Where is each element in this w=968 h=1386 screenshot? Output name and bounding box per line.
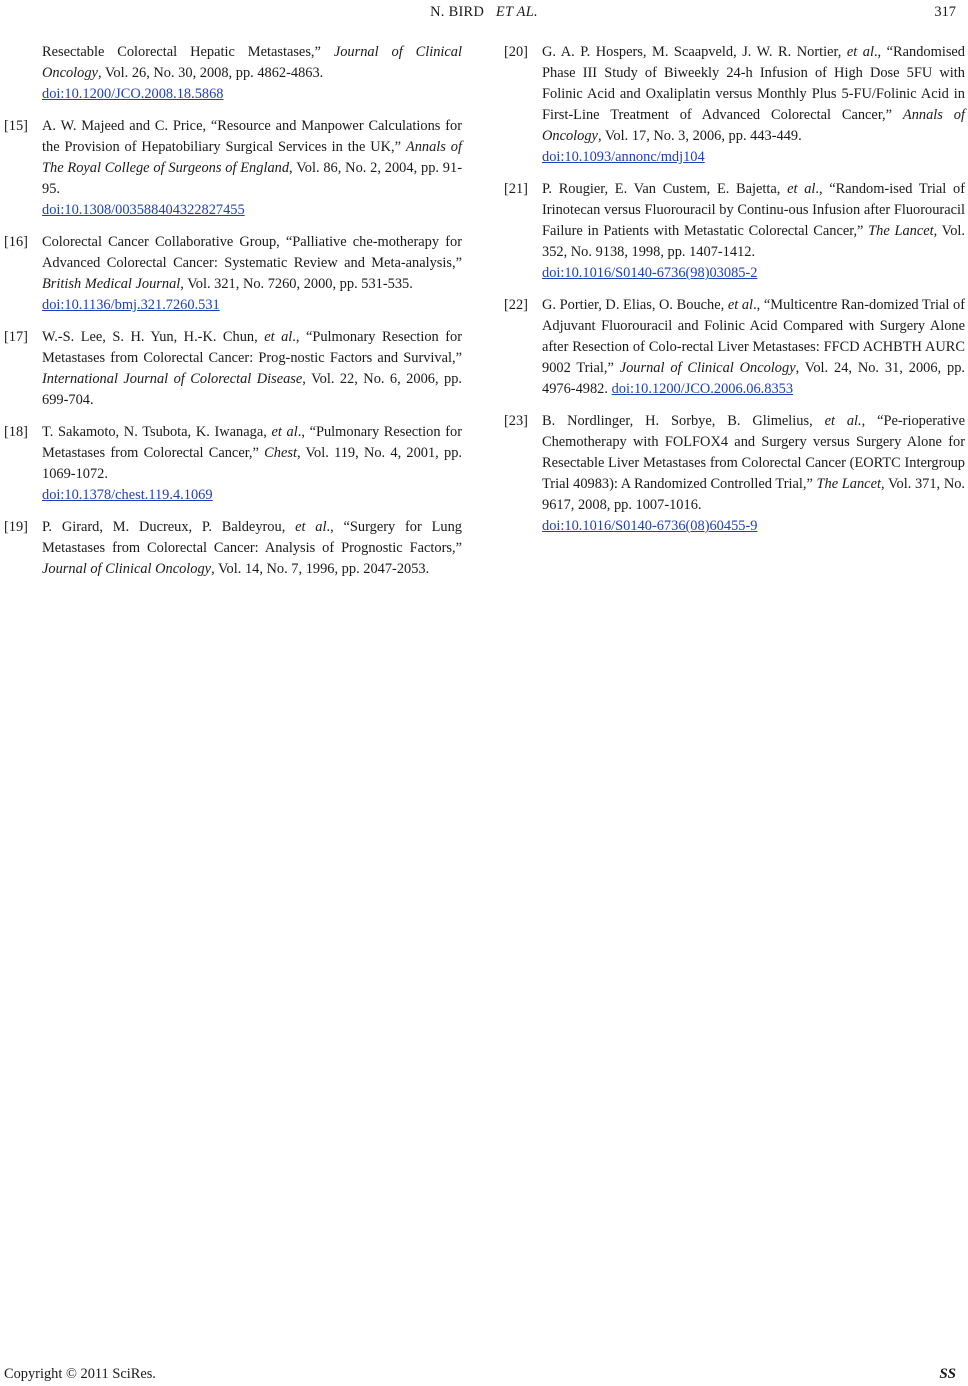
doi-link[interactable]: doi:10.1136/bmj.321.7260.531 [42, 297, 220, 313]
journal-title: Journal of Clinical Oncology [42, 561, 212, 577]
journal-title: The Lancet [868, 223, 934, 239]
reference-19: [19] P. Girard, M. Ducreux, P. Baldeyrou, et al., “Surgery for Lung Metastases from Colorectal Cancer: Analysis of Prognostic Factors,” Journal of Clinical Oncology, Vol. 14, No. 7, 1996, pp. 2047-2053. [4, 519, 462, 577]
page-header [0, 0, 968, 24]
reference-23: [23] B. Nordlinger, H. Sorbye, B. Glimelius, et al., “Pe-rioperative Chemotherapy with FOLFOX4 and Surgery versus Surgery Alone for Resectable Liver Metastases from Colorectal Cancer (EORTC Intergroup Trial 40983): A Randomized Controlled Trial,” The Lancet, Vol. 371, No. 9617, 2008, pp. 1007-1016. doi:10.1016/S0140-6736(08)60455-9 [504, 413, 966, 534]
doi-link[interactable]: doi:10.1093/annonc/mdj104 [542, 149, 705, 165]
running-head-author-names: N. BIRD [430, 4, 485, 20]
reference-16: [16] Colorectal Cancer Collaborative Group, “Palliative che-motherapy for Advanced Colorectal Cancer: Systematic Review and Meta-analysis,” British Medical Journal, Vol. 321, No. 7260, 2000, pp. 531-535. doi:10.1136/bmj.321.7260.531 [4, 234, 462, 313]
reference-number: [15] [4, 118, 28, 134]
running-head-etal: ET AL. [495, 4, 538, 20]
reference-continuation: Resectable Colorectal Hepatic Metastases,” Journal of Clinical Oncology, Vol. 26, No. 30, 2008, pp. 4862-4863. doi:10.1200/JCO.2008.18.5868 [42, 44, 462, 102]
journal-title: Journal of Clinical Oncology [619, 360, 796, 376]
doi-link[interactable]: doi:10.1200/JCO.2008.18.5868 [42, 86, 224, 102]
reference-number: [22] [504, 297, 528, 313]
journal-title: International Journal of Colorectal Disease [42, 371, 303, 387]
doi-link[interactable]: doi:10.1378/chest.119.4.1069 [42, 487, 213, 503]
reference-18: [18] T. Sakamoto, N. Tsubota, K. Iwanaga, et al., “Pulmonary Resection for Metastases from Colorectal Cancer,” Chest, Vol. 119, No. 4, 2001, pp. 1069-1072. doi:10.1378/chest.119.4.1069 [4, 424, 462, 503]
reference-number: [20] [504, 44, 528, 60]
reference-17: [17] W.-S. Lee, S. H. Yun, H.-K. Chun, et al., “Pulmonary Resection for Metastases from Colorectal Cancer: Prog-nostic Factors and Survival,” International Journal of Colorectal Disease, Vol. 22, No. 6, 2006, pp. 699-704. [4, 329, 462, 408]
journal-abbreviation: SS [939, 1366, 956, 1382]
reference-number: [17] [4, 329, 28, 345]
doi-link[interactable]: doi:10.1308/003588404322827455 [42, 202, 245, 218]
right-column [504, 42, 965, 548]
reference-number: [16] [4, 234, 28, 250]
journal-title: Annals of Oncology [542, 107, 965, 144]
journal-title: Journal of Clinical Oncology [42, 44, 462, 81]
page-number: 317 [934, 4, 956, 20]
doi-link[interactable]: doi:10.1200/JCO.2006.06.8353 [611, 381, 794, 397]
reference-number: [18] [4, 424, 28, 440]
reference-number: [21] [504, 181, 528, 197]
running-head-authors [0, 2, 968, 23]
reference-20: [20] G. A. P. Hospers, M. Scaapveld, J. W. R. Nortier, et al., “Randomised Phase III Study of Biweekly 24-h Infusion of High Dose 5FU with Folinic Acid and Oxaliplatin versus Monthly Plus 5-FU/Folinic Acid in First-Line Treatment of Advanced Colorectal Cancer,” Annals of Oncology, Vol. 17, No. 3, 2006, pp. 443-449. doi:10.1093/annonc/mdj104 [504, 44, 966, 165]
reference-number: [19] [4, 519, 28, 535]
journal-title: The Lancet [816, 476, 881, 492]
reference-22: [22] G. Portier, D. Elias, O. Bouche, et al., “Multicentre Ran-domized Trial of Adjuvant Fluorouracil and Folinic Acid Compared with Surgery Alone after Resection of Colo-rectal Liver Metastases: FFCD ACHBTH AURC 9002 Trial,” Journal of Clinical Oncology, Vol. 24, No. 31, 2006, pp. 4976-4982. doi:10.1200/JCO.2006.06.8353 [504, 297, 965, 397]
reference-number: [23] [504, 413, 528, 429]
doi-link[interactable]: doi:10.1016/S0140-6736(08)60455-9 [542, 518, 758, 534]
doi-link[interactable]: doi:10.1016/S0140-6736(98)03085-2 [542, 265, 758, 281]
journal-title: British Medical Journal [42, 276, 181, 292]
reference-21: [21] P. Rougier, E. Van Custem, E. Bajetta, et al., “Random-ised Trial of Irinotecan versus Fluorouracil by Continu-ous Infusion after Fluorouracil Failure in Patients with Metastatic Colorectal Cancer,” The Lancet, Vol. 352, No. 9138, 1998, pp. 1407-1412. doi:10.1016/S0140-6736(98)03085-2 [504, 181, 965, 281]
journal-title: Annals of The Royal College of Surgeons of England [42, 139, 462, 176]
reference-15: [15] A. W. Majeed and C. Price, “Resource and Manpower Calculations for the Provision of Hepatobiliary Surgical Services in the UK,” Annals of The Royal College of Surgeons of England, Vol. 86, No. 2, 2004, pp. 91-95. doi:10.1308/003588404322827455 [4, 118, 462, 218]
journal-title: Chest [264, 445, 297, 461]
left-column [4, 42, 462, 591]
copyright-notice: Copyright © 2011 SciRes. [4, 1366, 156, 1382]
